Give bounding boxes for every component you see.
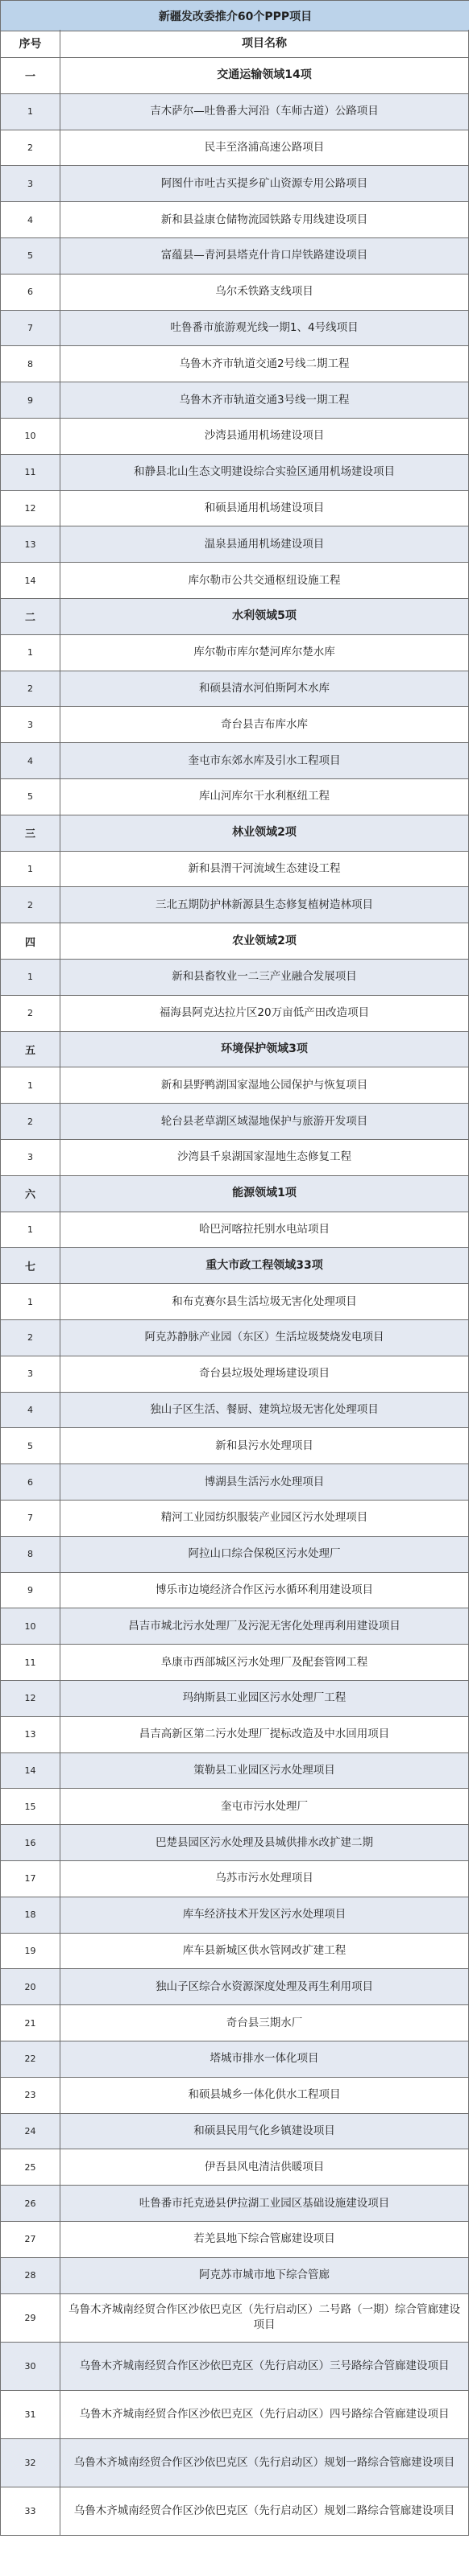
table-row	[0, 707, 469, 743]
table-row	[0, 202, 469, 238]
project-name: 若羌县地下综合管廊建设项目	[60, 2222, 469, 2258]
category-row	[0, 58, 469, 94]
table-row	[0, 2439, 469, 2487]
project-name: 沙湾县通用机场建设项目	[60, 419, 469, 455]
category-row	[0, 1176, 469, 1212]
project-name: 奇台县吉布库水库	[60, 707, 469, 743]
category-row	[0, 815, 469, 852]
category-row	[0, 1032, 469, 1068]
row-number: 25	[0, 2149, 60, 2186]
category-name: 农业领域2项	[60, 923, 469, 960]
row-number: 20	[0, 1969, 60, 2005]
project-name: 乌鲁木齐城南经贸合作区沙依巴克区（先行启动区）规划二路综合管廊建设项目	[60, 2487, 469, 2536]
project-name: 福海县阿克达拉片区20万亩低产田改造项目	[60, 996, 469, 1032]
project-name: 独山子区综合水资源深度处理及再生利用项目	[60, 1969, 469, 2005]
project-name: 乌鲁木齐市轨道交通2号线二期工程	[60, 346, 469, 382]
category-number: 六	[0, 1176, 60, 1212]
category-name: 交通运输领域14项	[60, 58, 469, 94]
project-name: 阿克苏市城市地下综合管廊	[60, 2258, 469, 2294]
category-name: 重大市政工程领域33项	[60, 1248, 469, 1284]
table-row	[0, 491, 469, 527]
category-number: 一	[0, 58, 60, 94]
project-name: 和布克赛尔县生活垃圾无害化处理项目	[60, 1284, 469, 1320]
project-name: 新和县益康仓储物流园铁路专用线建设项目	[60, 202, 469, 238]
header-project-name: 项目名称	[60, 30, 469, 58]
table-row	[0, 1284, 469, 1320]
category-row	[0, 599, 469, 635]
row-number: 2	[0, 130, 60, 167]
project-name: 阜康市西部城区污水处理厂及配套管网工程	[60, 1645, 469, 1681]
project-name: 玛纳斯县工业园区污水处理厂工程	[60, 1681, 469, 1717]
table-row	[0, 960, 469, 996]
row-number: 3	[0, 707, 60, 743]
row-number: 26	[0, 2186, 60, 2222]
row-number: 5	[0, 238, 60, 275]
row-number: 32	[0, 2439, 60, 2487]
row-number: 17	[0, 1861, 60, 1897]
row-number: 23	[0, 2078, 60, 2114]
table-row	[0, 743, 469, 779]
project-name: 和硕县清水河伯斯阿木水库	[60, 671, 469, 708]
project-name: 奎屯市东郊水库及引水工程项目	[60, 743, 469, 779]
row-number: 14	[0, 563, 60, 599]
project-name: 塔城市排水一体化项目	[60, 2041, 469, 2078]
table-row	[0, 1861, 469, 1897]
project-name: 吉木萨尔—吐鲁番大河沿（车师古道）公路项目	[60, 94, 469, 130]
table-row	[0, 2294, 469, 2343]
table-row	[0, 166, 469, 202]
project-name: 轮台县老草湖区域湿地保护与旅游开发项目	[60, 1104, 469, 1140]
row-number: 1	[0, 1284, 60, 1320]
row-number: 4	[0, 1393, 60, 1429]
table-row	[0, 2078, 469, 2114]
table-row	[0, 1140, 469, 1176]
project-name: 库车县新城区供水管网改扩建工程	[60, 1934, 469, 1970]
row-number: 31	[0, 2391, 60, 2439]
project-name: 阿克苏静脉产业园（东区）生活垃圾焚烧发电项目	[60, 1320, 469, 1356]
table-row	[0, 94, 469, 130]
row-number: 1	[0, 94, 60, 130]
row-number: 2	[0, 887, 60, 923]
table-row	[0, 1645, 469, 1681]
table-row	[0, 2222, 469, 2258]
project-name: 三北五期防护林新源县生态修复植树造林项目	[60, 887, 469, 923]
project-name: 阿拉山口综合保税区污水处理厂	[60, 1537, 469, 1573]
row-number: 13	[0, 526, 60, 563]
table-row	[0, 2149, 469, 2186]
row-number: 21	[0, 2005, 60, 2041]
category-number: 五	[0, 1032, 60, 1068]
project-name: 奎屯市污水处理厂	[60, 1789, 469, 1825]
project-name: 沙湾县千泉湖国家湿地生态修复工程	[60, 1140, 469, 1176]
table-row	[0, 1789, 469, 1825]
category-number: 二	[0, 599, 60, 635]
row-number: 8	[0, 346, 60, 382]
table-row	[0, 1934, 469, 1970]
project-name: 奇台县垃圾处理场建设项目	[60, 1356, 469, 1393]
project-name: 乌尔禾铁路支线项目	[60, 275, 469, 311]
project-name: 和硕县民用气化乡镇建设项目	[60, 2114, 469, 2150]
row-number: 15	[0, 1789, 60, 1825]
project-name: 伊吾县风电清洁供暖项目	[60, 2149, 469, 2186]
row-number: 14	[0, 1753, 60, 1790]
category-number: 四	[0, 923, 60, 960]
row-number: 1	[0, 960, 60, 996]
table-row	[0, 1969, 469, 2005]
table-row	[0, 275, 469, 311]
table-row	[0, 1717, 469, 1753]
table-row	[0, 779, 469, 815]
table-title: 新疆发改委推介60个PPP项目	[0, 0, 469, 31]
table-row	[0, 671, 469, 708]
table-row	[0, 852, 469, 888]
row-number: 19	[0, 1934, 60, 1970]
project-name: 和硕县城乡一体化供水工程项目	[60, 2078, 469, 2114]
row-number: 9	[0, 1573, 60, 1609]
table-row	[0, 2258, 469, 2294]
project-name: 乌鲁木齐城南经贸合作区沙依巴克区（先行启动区）三号路综合管廊建设项目	[60, 2343, 469, 2391]
project-name: 精河工业园纺织服装产业园区污水处理项目	[60, 1501, 469, 1537]
row-number: 7	[0, 311, 60, 347]
project-name: 吐鲁番市托克逊县伊拉湖工业园区基础设施建设项目	[60, 2186, 469, 2222]
row-number: 16	[0, 1825, 60, 1861]
row-number: 1	[0, 635, 60, 671]
table-row	[0, 563, 469, 599]
category-name: 能源领域1项	[60, 1176, 469, 1212]
category-row	[0, 1248, 469, 1284]
table-row	[0, 996, 469, 1032]
row-number: 3	[0, 166, 60, 202]
table-row	[0, 1393, 469, 1429]
table-row	[0, 311, 469, 347]
row-number: 6	[0, 1464, 60, 1501]
row-number: 29	[0, 2294, 60, 2343]
table-row	[0, 1825, 469, 1861]
project-name: 和硕县通用机场建设项目	[60, 491, 469, 527]
project-name: 新和县污水处理项目	[60, 1428, 469, 1464]
table-row	[0, 887, 469, 923]
project-name: 民丰至洛浦高速公路项目	[60, 130, 469, 167]
row-number: 30	[0, 2343, 60, 2391]
project-name: 库尔勒市公共交通枢纽设施工程	[60, 563, 469, 599]
row-number: 10	[0, 419, 60, 455]
table-row	[0, 382, 469, 419]
category-name: 水利领域5项	[60, 599, 469, 635]
row-number: 33	[0, 2487, 60, 2536]
table-row	[0, 1320, 469, 1356]
row-number: 6	[0, 275, 60, 311]
row-number: 3	[0, 1356, 60, 1393]
category-name: 林业领域2项	[60, 815, 469, 852]
table-row	[0, 238, 469, 275]
table-row	[0, 1104, 469, 1140]
row-number: 22	[0, 2041, 60, 2078]
project-name: 独山子区生活、餐厨、建筑垃圾无害化处理项目	[60, 1393, 469, 1429]
project-name: 吐鲁番市旅游观光线一期1、4号线项目	[60, 311, 469, 347]
project-name: 新和县野鸭湖国家湿地公园保护与恢复项目	[60, 1067, 469, 1104]
row-number: 12	[0, 491, 60, 527]
row-number: 2	[0, 671, 60, 708]
row-number: 8	[0, 1537, 60, 1573]
project-name: 阿图什市吐古买提乡矿山资源专用公路项目	[60, 166, 469, 202]
table-row	[0, 2114, 469, 2150]
row-number: 2	[0, 1320, 60, 1356]
table-row	[0, 1753, 469, 1790]
row-number: 11	[0, 455, 60, 491]
header-number: 序号	[0, 30, 60, 58]
row-number: 9	[0, 382, 60, 419]
table-row	[0, 2487, 469, 2536]
table-row	[0, 1212, 469, 1249]
row-number: 1	[0, 1212, 60, 1249]
table-row	[0, 419, 469, 455]
project-name: 新和县渭干河流域生态建设工程	[60, 852, 469, 888]
project-name: 昌吉市城北污水处理厂及污泥无害化处理再利用建设项目	[60, 1608, 469, 1645]
project-name: 新和县畜牧业一二三产业融合发展项目	[60, 960, 469, 996]
project-name: 库山河库尔干水利枢纽工程	[60, 779, 469, 815]
project-name: 库车经济技术开发区污水处理项目	[60, 1897, 469, 1934]
row-number: 18	[0, 1897, 60, 1934]
project-name: 昌吉高新区第二污水处理厂提标改造及中水回用项目	[60, 1717, 469, 1753]
row-number: 12	[0, 1681, 60, 1717]
table-row	[0, 1501, 469, 1537]
row-number: 3	[0, 1140, 60, 1176]
project-name: 乌鲁木齐城南经贸合作区沙依巴克区（先行启动区）规划一路综合管廊建设项目	[60, 2439, 469, 2487]
project-name: 乌苏市污水处理项目	[60, 1861, 469, 1897]
table-row	[0, 1428, 469, 1464]
project-name: 奇台县三期水厂	[60, 2005, 469, 2041]
project-name: 乌鲁木齐城南经贸合作区沙依巴克区（先行启动区）四号路综合管廊建设项目	[60, 2391, 469, 2439]
row-number: 4	[0, 743, 60, 779]
row-number: 24	[0, 2114, 60, 2150]
table-title-row	[0, 0, 469, 30]
category-number: 三	[0, 815, 60, 852]
row-number: 7	[0, 1501, 60, 1537]
project-name: 巴楚县园区污水处理及县城供排水改扩建二期	[60, 1825, 469, 1861]
table-row	[0, 1356, 469, 1393]
table-row	[0, 1573, 469, 1609]
row-number: 11	[0, 1645, 60, 1681]
row-number: 1	[0, 852, 60, 888]
row-number: 28	[0, 2258, 60, 2294]
row-number: 13	[0, 1717, 60, 1753]
project-name: 博湖县生活污水处理项目	[60, 1464, 469, 1501]
category-name: 环境保护领域3项	[60, 1032, 469, 1068]
table-row	[0, 1067, 469, 1104]
table-row	[0, 526, 469, 563]
project-name: 富蕴县—青河县塔克什肯口岸铁路建设项目	[60, 238, 469, 275]
table-row	[0, 2005, 469, 2041]
project-name: 乌鲁木齐市轨道交通3号线一期工程	[60, 382, 469, 419]
table-row	[0, 346, 469, 382]
row-number: 2	[0, 1104, 60, 1140]
row-number: 4	[0, 202, 60, 238]
table-row	[0, 635, 469, 671]
project-name: 库尔勒市库尔楚河库尔楚水库	[60, 635, 469, 671]
table-row	[0, 2041, 469, 2078]
row-number: 5	[0, 779, 60, 815]
project-name: 博乐市边境经济合作区污水循环利用建设项目	[60, 1573, 469, 1609]
table-row	[0, 1897, 469, 1934]
row-number: 2	[0, 996, 60, 1032]
project-name: 乌鲁木齐城南经贸合作区沙依巴克区（先行启动区）二号路（一期）综合管廊建设项目	[60, 2294, 469, 2343]
table-row	[0, 1464, 469, 1501]
project-name: 和静县北山生态文明建设综合实验区通用机场建设项目	[60, 455, 469, 491]
table-row	[0, 130, 469, 167]
table-row	[0, 1681, 469, 1717]
category-row	[0, 923, 469, 960]
project-name: 温泉县通用机场建设项目	[60, 526, 469, 563]
row-number: 10	[0, 1608, 60, 1645]
table-row	[0, 1608, 469, 1645]
table-row	[0, 2391, 469, 2439]
category-number: 七	[0, 1248, 60, 1284]
row-number: 27	[0, 2222, 60, 2258]
table-header-row	[0, 30, 469, 58]
row-number: 5	[0, 1428, 60, 1464]
project-name: 哈巴河喀拉托别水电站项目	[60, 1212, 469, 1249]
table-row	[0, 2186, 469, 2222]
project-name: 策勒县工业园区污水处理项目	[60, 1753, 469, 1790]
table-row	[0, 455, 469, 491]
table-row	[0, 1537, 469, 1573]
row-number: 1	[0, 1067, 60, 1104]
table-row	[0, 2343, 469, 2391]
